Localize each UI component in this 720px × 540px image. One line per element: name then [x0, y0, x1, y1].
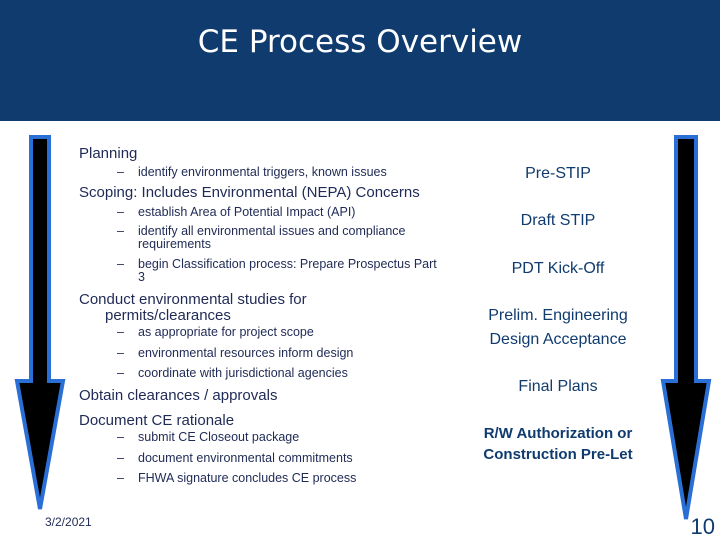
- substep-studies-3: – coordinate with jurisdictional agencies: [117, 366, 348, 380]
- substep-scoping-1: – establish Area of Potential Impact (API): [117, 205, 356, 219]
- milestone-prelim-engineering: Prelim. Engineering Design Acceptance: [488, 307, 628, 348]
- step-scoping: Scoping: Includes Environmental (NEPA) Concerns: [79, 184, 420, 201]
- step-studies-label: Conduct environmental studies for permits/clearances: [79, 291, 307, 324]
- milestone-final-plans: Final Plans: [518, 378, 598, 395]
- slide-title: CE Process Overview: [197, 24, 523, 60]
- substep-scoping-3: – begin Classification process: Prepare Prospectus Part 3: [117, 257, 437, 284]
- right-column-heading: Project Development Timeframe: [473, 75, 643, 115]
- substep-studies-1: – as appropriate for project scope: [117, 325, 314, 339]
- step-studies: [79, 292, 339, 324]
- page-number: 10: [690, 514, 715, 539]
- substep-scoping-2: – identify all environmental issues and compliance requirements: [117, 224, 406, 251]
- substep-document-2: – document environmental commitments: [117, 451, 353, 465]
- step-clearances: Obtain clearances / approvals: [79, 387, 278, 404]
- left-column-heading: Environmental Review Process: [142, 89, 366, 106]
- right-down-arrow-icon: [660, 133, 712, 523]
- footer-date: 3/2/2021: [45, 515, 92, 529]
- substep-studies-2: – environmental resources inform design: [117, 346, 354, 360]
- milestone-rw-authorization: R/W Authorization or Construction Pre-Let: [483, 425, 633, 463]
- step-planning: Planning: [79, 145, 138, 162]
- milestone-draft-stip: Draft STIP: [520, 212, 596, 229]
- milestone-pdt-kickoff: PDT Kick-Off: [511, 260, 605, 277]
- milestone-pre-stip: Pre-STIP: [525, 165, 591, 182]
- substep-document-3: – FHWA signature concludes CE process: [117, 471, 357, 485]
- step-document: Document CE rationale: [79, 412, 235, 429]
- substep-planning-1: – identify environmental triggers, known issues: [117, 165, 387, 179]
- substep-document-1: – submit CE Closeout package: [117, 430, 300, 444]
- left-down-arrow-icon: [14, 133, 66, 513]
